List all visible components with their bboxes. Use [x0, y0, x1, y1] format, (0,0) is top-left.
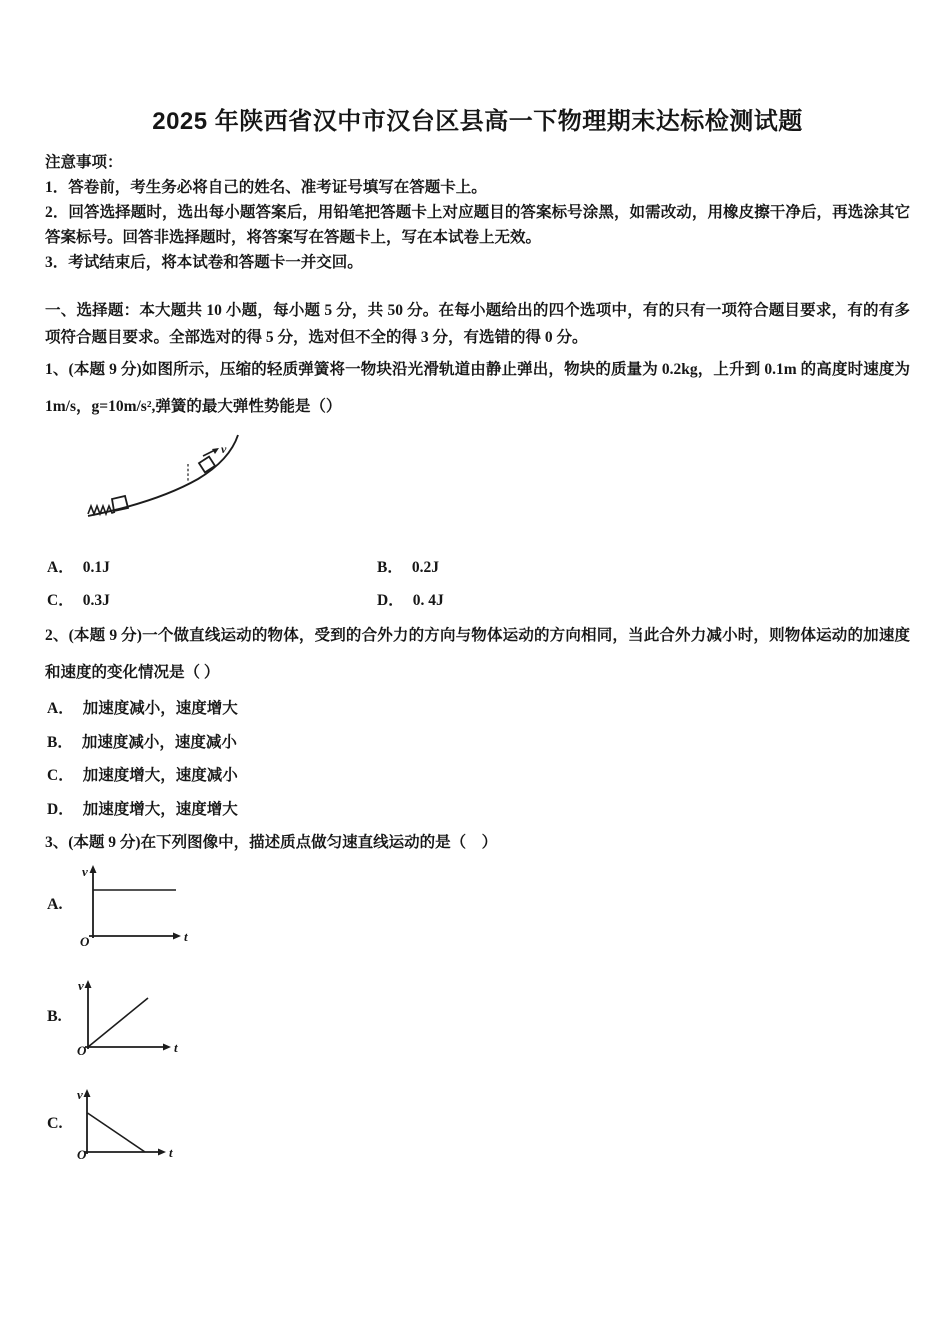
- y-axis-label: v: [82, 864, 88, 879]
- vt-graph-constant: [77, 862, 192, 947]
- question1-options: [47, 560, 910, 609]
- question1-stem: 1、(本题 9 分)如图所示，压缩的轻质弹簧将一物块沿光滑轨道由静止弹出，物块的质量为 0.2kg，上升到 0.1m 的高度时速度为 1m/s，g=10m/s²,弹簧的最大弹性势能是（）: [45, 361, 910, 415]
- question1-figure: [83, 429, 910, 524]
- x-axis-arrowhead: [158, 1149, 166, 1156]
- notice-item-1: 1．答卷前，考生务必将自己的姓名、准考证号填写在答题卡上。: [45, 179, 487, 196]
- q1-option-b-text: 0.2J: [411, 559, 439, 576]
- q3-graph-a-label: A.: [47, 895, 63, 913]
- q2-option-b-text: 加速度减小，速度减小: [81, 733, 237, 751]
- q1-option-d: [377, 593, 910, 609]
- q1-option-c-text: 0.3J: [82, 592, 110, 609]
- q2-option-a-label: A．: [47, 700, 74, 717]
- velocity-label: v: [221, 442, 227, 456]
- origin-label: O: [77, 1043, 87, 1056]
- origin-label: O: [80, 934, 90, 947]
- q3-graph-option-c: [45, 1088, 910, 1160]
- notice-heading: 注意事项：: [45, 154, 123, 171]
- q1-option-d-label: D．: [377, 592, 404, 609]
- y-axis-arrowhead: [85, 980, 92, 988]
- page-title: 2025 年陕西省汉中市汉台区县高一下物理期末达标检测试题: [152, 108, 803, 135]
- data-line: [88, 1113, 146, 1152]
- q2-option-a: [47, 701, 910, 717]
- track-curve: [88, 435, 238, 516]
- q2-option-d-text: 加速度增大，速度增大: [82, 800, 238, 818]
- q3-graph-option-a: [45, 862, 910, 947]
- q2-option-d-label: D．: [47, 800, 74, 818]
- x-axis-arrowhead: [163, 1044, 171, 1051]
- q1-option-c-label: C．: [47, 592, 74, 609]
- q2-option-b-label: B．: [47, 733, 73, 751]
- q2-option-d: [47, 802, 910, 818]
- x-axis-arrowhead: [173, 933, 181, 940]
- y-axis-label: v: [78, 978, 84, 993]
- q1-option-a-label: A．: [47, 559, 74, 576]
- notice-item-2: 2．回答选择题时，选出每小题答案后，用铅笔把答题卡上对应题目的答案标号涂黑，如需改动，用橡皮擦干净后，再选涂其它答案标号。回答非选择题时，将答案写在答题卡上，写在本试卷上无效。: [45, 204, 910, 246]
- data-line: [88, 998, 148, 1047]
- q1-option-a: [47, 560, 377, 576]
- q2-option-c-label: C．: [47, 767, 74, 784]
- x-axis-label: t: [169, 1145, 173, 1160]
- x-axis-label: t: [184, 929, 188, 944]
- q3-graph-option-b: [45, 978, 910, 1056]
- spring-track-diagram: [83, 429, 258, 524]
- q3-graph-c-label: C.: [47, 1115, 63, 1132]
- question2-stem: 2、(本题 9 分)一个做直线运动的物体，受到的合外力的方向与物体运动的方向相同，当此合外力减小时，则物体运动的加速度和速度的变化情况是（ ）: [45, 627, 910, 681]
- notice-section: [45, 150, 910, 275]
- q1-option-b: [377, 560, 910, 576]
- q2-option-a-text: 加速度减小，速度增大: [82, 700, 238, 717]
- section1-heading: 一、选择题：本大题共 10 小题，每小题 5 分，共 50 分。在每小题给出的四个选项中，有的只有一项符合题目要求，有的有多项符合题目要求。全部选对的得 5 分，选对但不全的得 3 分，有选错的得 0 分。: [45, 302, 910, 346]
- q2-option-b: [47, 735, 910, 751]
- q2-option-c-text: 加速度增大，速度减小: [82, 767, 238, 784]
- q1-option-a-text: 0.1J: [82, 559, 110, 576]
- vt-graph-decelerating: [77, 1088, 177, 1160]
- question3-stem: 3、(本题 9 分)在下列图像中，描述质点做匀速直线运动的是（ ）: [45, 834, 498, 851]
- vt-graph-accelerating: [77, 978, 187, 1056]
- y-axis-label: v: [77, 1088, 83, 1102]
- q3-graph-b-label: B.: [47, 1008, 62, 1025]
- question2-options: [45, 701, 910, 818]
- x-axis-label: t: [174, 1040, 178, 1055]
- origin-label: O: [77, 1147, 87, 1160]
- y-axis-arrowhead: [84, 1089, 91, 1097]
- q2-option-c: [47, 768, 910, 784]
- y-axis-arrowhead: [90, 865, 97, 873]
- q1-option-d-text: 0. 4J: [412, 592, 444, 609]
- q1-option-b-label: B．: [377, 559, 403, 576]
- q1-option-c: [47, 593, 377, 609]
- notice-item-3: 3．考试结束后，将本试卷和答题卡一并交回。: [45, 254, 363, 271]
